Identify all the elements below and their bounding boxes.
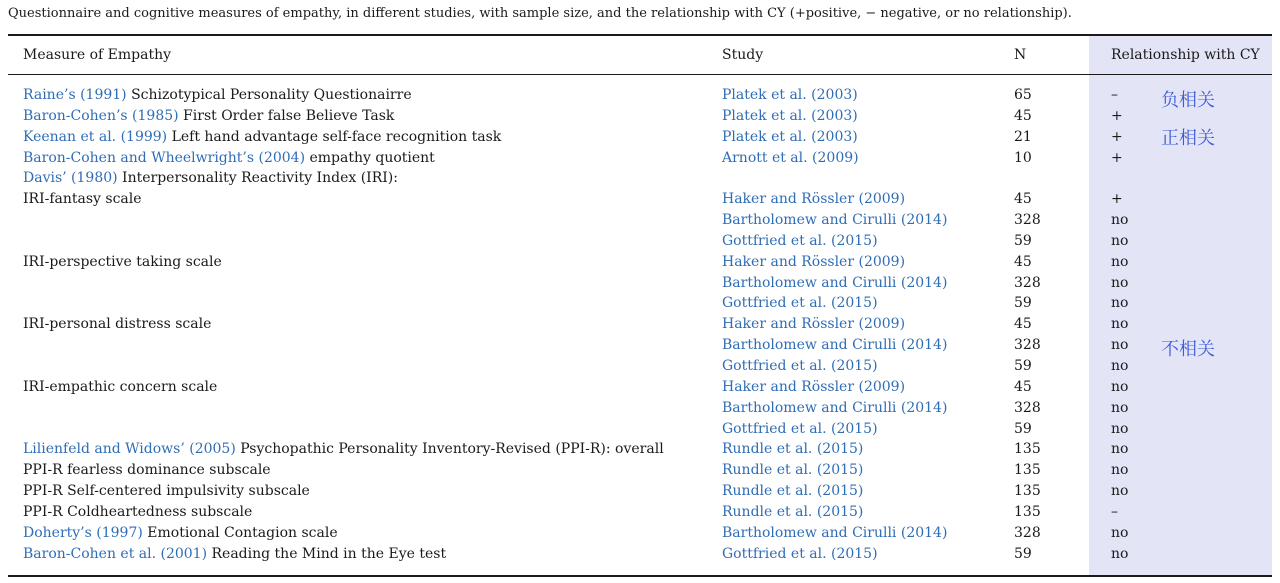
measure-cell xyxy=(23,189,142,209)
study-link[interactable]: Gottfried et al. (2015) xyxy=(722,545,878,562)
header-study: Study xyxy=(722,47,764,63)
sample-size-cell: 45 xyxy=(1014,107,1032,124)
table-row xyxy=(0,544,1280,565)
relationship-cell: + xyxy=(1111,128,1123,145)
sample-size-cell: 328 xyxy=(1014,274,1041,291)
sample-size-cell: 21 xyxy=(1014,128,1032,145)
study-link[interactable]: Rundle et al. (2015) xyxy=(722,462,864,479)
relationship-cell: + xyxy=(1111,191,1123,208)
study-link[interactable]: Rundle et al. (2015) xyxy=(722,483,864,500)
annotation-positive: 正相关 xyxy=(1161,128,1215,149)
sample-size-cell: 59 xyxy=(1014,295,1032,312)
relationship-cell: no xyxy=(1111,420,1129,437)
measure-name: Schizotypical Personality Questionairre xyxy=(126,87,412,103)
sample-size-cell: 59 xyxy=(1014,545,1032,562)
measure-name: PPI-R Coldheartedness subscale xyxy=(23,503,253,520)
relationship-cell: – xyxy=(1111,87,1118,103)
measure-cell xyxy=(23,127,501,147)
table-row xyxy=(0,460,1280,481)
relationship-cell: no xyxy=(1111,253,1129,270)
header-measure: Measure of Empathy xyxy=(23,47,172,63)
measure-cell xyxy=(23,252,222,272)
measure-cell xyxy=(23,544,446,564)
study-link[interactable]: Haker and Rössler (2009) xyxy=(722,378,906,395)
header-n: N xyxy=(1014,47,1027,63)
table-row xyxy=(0,210,1280,231)
measure-name: Emotional Contagion scale xyxy=(142,524,338,541)
measure-cell xyxy=(23,523,338,543)
relationship-cell: no xyxy=(1111,295,1129,312)
study-link[interactable]: Rundle et al. (2015) xyxy=(722,441,864,458)
header-relationship: Relationship with CY xyxy=(1111,47,1260,63)
relationship-cell: no xyxy=(1111,441,1129,458)
relationship-cell: no xyxy=(1111,274,1129,291)
measure-cell xyxy=(23,314,211,334)
annotation-negative: 负相关 xyxy=(1161,90,1215,111)
study-link[interactable]: Platek et al. (2003) xyxy=(722,87,858,103)
measure-reference-link[interactable]: Baron-Cohen and Wheelwright’s (2004) xyxy=(23,149,306,166)
table-row xyxy=(0,356,1280,377)
sample-size-cell: 10 xyxy=(1014,149,1032,166)
sample-size-cell: 45 xyxy=(1014,191,1032,208)
table-row xyxy=(0,148,1280,169)
relationship-cell: – xyxy=(1111,503,1118,520)
study-link[interactable]: Haker and Rössler (2009) xyxy=(722,253,906,270)
table-row xyxy=(0,398,1280,419)
relationship-cell: no xyxy=(1111,524,1129,541)
relationship-cell: no xyxy=(1111,232,1129,249)
measure-cell xyxy=(23,148,435,168)
study-link[interactable]: Haker and Rössler (2009) xyxy=(722,316,906,333)
study-link[interactable]: Bartholomew and Cirulli (2014) xyxy=(722,399,948,416)
study-link[interactable]: Bartholomew and Cirulli (2014) xyxy=(722,524,948,541)
sample-size-cell: 328 xyxy=(1014,399,1041,416)
sample-size-cell: 328 xyxy=(1014,212,1041,229)
study-link[interactable]: Bartholomew and Cirulli (2014) xyxy=(722,274,948,291)
sample-size-cell: 135 xyxy=(1014,483,1041,500)
relationship-cell: no xyxy=(1111,399,1129,416)
table-row xyxy=(0,502,1280,523)
sample-size-cell: 135 xyxy=(1014,462,1041,479)
sample-size-cell: 45 xyxy=(1014,378,1032,395)
sample-size-cell: 135 xyxy=(1014,441,1041,458)
study-link[interactable]: Gottfried et al. (2015) xyxy=(722,357,878,374)
study-link[interactable]: Gottfried et al. (2015) xyxy=(722,420,878,437)
study-link[interactable]: Bartholomew and Cirulli (2014) xyxy=(722,212,948,229)
relationship-cell: + xyxy=(1111,107,1123,124)
table-body xyxy=(0,85,1280,564)
relationship-cell: no xyxy=(1111,483,1129,500)
measure-reference-link[interactable]: Baron-Cohen et al. (2001) xyxy=(23,545,208,562)
study-link[interactable]: Gottfried et al. (2015) xyxy=(722,295,878,312)
measure-name: First Order false Believe Task xyxy=(178,107,395,124)
measure-name: Left hand advantage self-face recognition task xyxy=(167,128,502,145)
measure-reference-link[interactable]: Davis’ (1980) xyxy=(23,170,118,187)
table-row xyxy=(0,481,1280,502)
study-link[interactable]: Haker and Rössler (2009) xyxy=(722,191,906,208)
table-row xyxy=(0,189,1280,210)
sample-size-cell: 328 xyxy=(1014,524,1041,541)
sample-size-cell: 328 xyxy=(1014,337,1041,354)
sample-size-cell: 45 xyxy=(1014,253,1032,270)
relationship-cell: no xyxy=(1111,357,1129,374)
measure-reference-link[interactable]: Lilienfeld and Widows’ (2005) xyxy=(23,441,236,458)
sample-size-cell: 59 xyxy=(1014,232,1032,249)
relationship-cell: no xyxy=(1111,316,1129,333)
study-link[interactable]: Gottfried et al. (2015) xyxy=(722,232,878,249)
measure-cell xyxy=(23,460,271,480)
study-link[interactable]: Platek et al. (2003) xyxy=(722,107,858,124)
sample-size-cell: 59 xyxy=(1014,420,1032,437)
table-row xyxy=(0,273,1280,294)
measure-cell xyxy=(23,106,394,126)
sample-size-cell: 65 xyxy=(1014,87,1032,103)
table-row xyxy=(0,231,1280,252)
measure-reference-link[interactable]: Keenan et al. (1999) xyxy=(23,128,168,145)
measure-reference-link[interactable]: Doherty’s (1997) xyxy=(23,524,143,541)
relationship-cell: + xyxy=(1111,149,1123,166)
relationship-cell: no xyxy=(1111,337,1129,354)
measure-name: PPI-R fearless dominance subscale xyxy=(23,462,271,479)
relationship-cell: no xyxy=(1111,378,1129,395)
study-link[interactable]: Rundle et al. (2015) xyxy=(722,503,864,520)
measure-name: Interpersonality Reactivity Index (IRI): xyxy=(117,170,398,187)
relationship-cell: no xyxy=(1111,462,1129,479)
table-caption: Questionnaire and cognitive measures of empathy, in different studies, with sample size, and the relationship with CY (+positive, − negative, or no relationship). xyxy=(8,6,1072,21)
table-row xyxy=(0,523,1280,544)
sample-size-cell: 135 xyxy=(1014,503,1041,520)
table-row xyxy=(0,377,1280,398)
measure-reference-link[interactable]: Raine’s (1991) xyxy=(23,87,127,103)
measure-cell xyxy=(23,439,664,459)
table-row xyxy=(0,252,1280,273)
relationship-cell: no xyxy=(1111,545,1129,562)
table-row xyxy=(0,439,1280,460)
measure-cell xyxy=(23,502,252,522)
measure-name: empathy quotient xyxy=(305,149,435,166)
measure-cell xyxy=(23,377,217,397)
table-row xyxy=(0,168,1280,189)
table-row xyxy=(0,127,1280,148)
table-bottom-rule xyxy=(8,575,1272,577)
table-top-rule xyxy=(8,34,1272,36)
sample-size-cell: 45 xyxy=(1014,316,1032,333)
table-row xyxy=(0,85,1280,106)
sample-size-cell: 59 xyxy=(1014,357,1032,374)
measure-cell xyxy=(23,85,412,105)
study-link[interactable]: Bartholomew and Cirulli (2014) xyxy=(722,337,948,354)
measure-cell xyxy=(23,481,310,501)
table-row xyxy=(0,335,1280,356)
measure-name: IRI-empathic concern scale xyxy=(23,378,218,395)
measure-name: IRI-personal distress scale xyxy=(23,316,212,333)
table-row xyxy=(0,419,1280,440)
study-link[interactable]: Platek et al. (2003) xyxy=(722,128,858,145)
measure-reference-link[interactable]: Baron-Cohen’s (1985) xyxy=(23,107,179,124)
measure-name: IRI-fantasy scale xyxy=(23,191,142,208)
study-link[interactable]: Arnott et al. (2009) xyxy=(722,149,859,166)
measure-name: PPI-R Self-centered impulsivity subscale xyxy=(23,483,310,500)
relationship-cell: no xyxy=(1111,212,1129,229)
table-header-rule xyxy=(8,74,1272,75)
measure-name: Psychopathic Personality Inventory-Revised (PPI-R): overall xyxy=(235,441,664,458)
table-row xyxy=(0,293,1280,314)
table-row xyxy=(0,314,1280,335)
table-row xyxy=(0,106,1280,127)
measure-cell xyxy=(23,168,398,188)
measure-name: IRI-perspective taking scale xyxy=(23,253,222,270)
measure-name: Reading the Mind in the Eye test xyxy=(207,545,447,562)
annotation-no-relationship: 不相关 xyxy=(1161,339,1215,360)
